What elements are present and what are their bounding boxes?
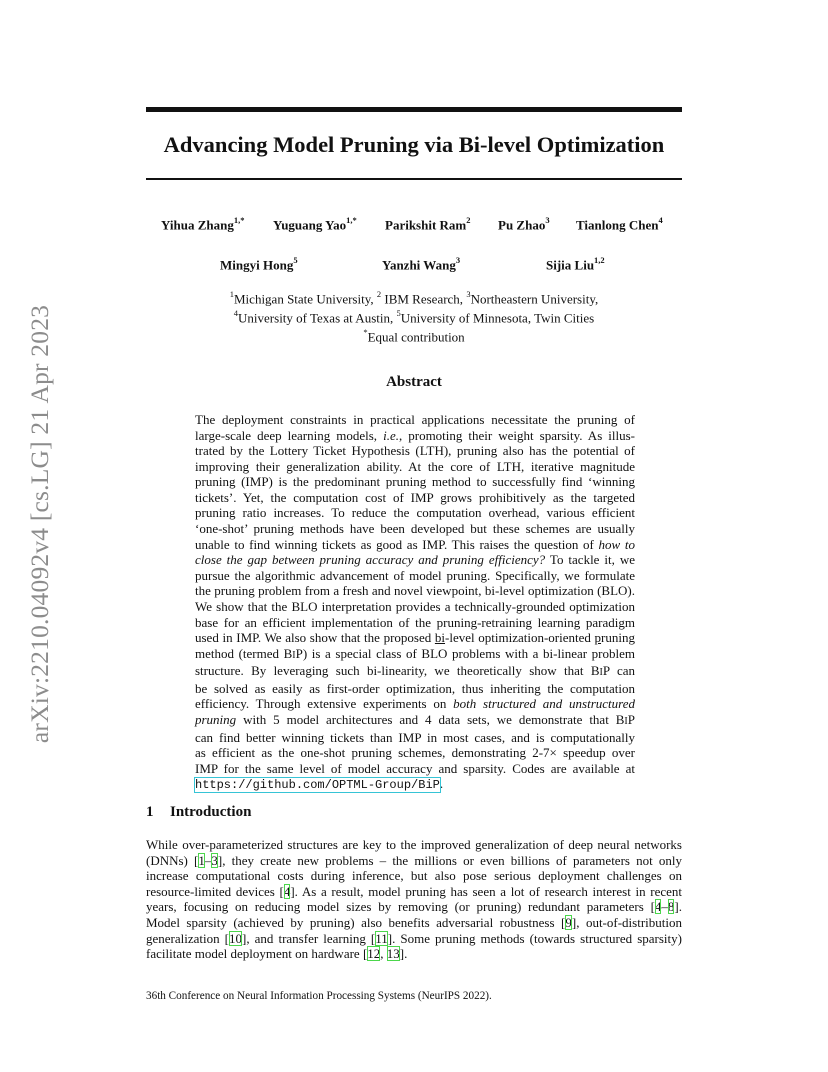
abstract-smallcaps: I xyxy=(599,667,603,679)
abstract-emphasis: i.e. xyxy=(383,427,399,443)
intro-text: generalization [ xyxy=(146,930,230,946)
intro-line: increase computational costs during inference, but also pose serious deployment challenges on xyxy=(146,868,682,884)
section-heading-introduction xyxy=(146,804,251,821)
intro-text: Model sparsity (achieved by pruning) also benefits adversarial robustness [ xyxy=(146,914,566,930)
affiliation-line xyxy=(146,288,682,307)
affiliation-line xyxy=(146,307,682,326)
abstract-line: be solved as easily as first-order optimization, thus inheriting the computation xyxy=(195,680,635,696)
abstract-line xyxy=(195,630,635,646)
abstract-line xyxy=(195,646,635,664)
affiliation-name: Northeastern University, xyxy=(470,291,599,307)
abstract-line: can find better winning tickets than IMP in most cases, and is computationally xyxy=(195,729,635,745)
abstract-text: -level optimization-oriented xyxy=(445,630,595,646)
abstract-line: ‘one-shot’ pruning methods have been developed but these schemes are usually xyxy=(195,521,635,537)
abstract-line xyxy=(195,696,635,712)
abstract-body xyxy=(195,412,635,794)
author-name: Yanzhi Wang xyxy=(382,257,456,273)
abstract-line: IMP for the same level of model accuracy and sparsity. Codes are available at xyxy=(195,760,635,776)
abstract-line: pruning ratio increases. To reduce the computation overhead, various efficient xyxy=(195,505,635,521)
affiliation-mark: 2 xyxy=(376,289,382,299)
abstract-underline: p xyxy=(594,630,602,646)
author-parikshit-ram xyxy=(385,216,471,233)
abstract-text: P xyxy=(627,711,635,727)
intro-text: ]. xyxy=(674,899,682,915)
author-affiliation-mark: 2 xyxy=(466,215,471,225)
abstract-line xyxy=(195,776,635,794)
intro-text: ]. As a result, model pruning has seen a lot of research interest in recent xyxy=(290,883,683,899)
abstract-text: method (termed B xyxy=(195,645,293,661)
author-name: Yuguang Yao xyxy=(273,217,347,233)
affiliation-mark: 1 xyxy=(229,289,234,299)
abstract-text: P can xyxy=(602,663,635,679)
author-tianlong-chen xyxy=(576,216,663,233)
abstract-line: The deployment constraints in practical applications necessitate the pruning of xyxy=(195,412,635,427)
intro-line xyxy=(146,931,682,947)
author-mingyi-hong xyxy=(220,256,298,273)
abstract-emphasis: how to xyxy=(598,536,635,552)
author-name: Pu Zhao xyxy=(498,217,546,233)
equal-contribution-note: Equal contribution xyxy=(367,329,465,345)
intro-line xyxy=(146,915,682,931)
abstract-heading: Abstract xyxy=(386,374,442,390)
author-name: Yihua Zhang xyxy=(161,217,234,233)
affiliation-mark: 4 xyxy=(233,307,239,318)
intro-text: – xyxy=(204,852,212,868)
intro-text: ], and transfer learning [ xyxy=(242,930,376,946)
intro-text: ]. xyxy=(399,946,408,962)
code-repository-link[interactable]: https://github.com/OPTML-Group/BiP xyxy=(195,778,440,793)
abstract-text: , promoting their weight sparsity. As illus- xyxy=(398,427,636,443)
citation-link[interactable]: 3 xyxy=(211,852,218,868)
abstract-line xyxy=(195,712,635,730)
citation-link[interactable]: 12 xyxy=(367,946,381,962)
author-name: Sijia Liu xyxy=(546,257,595,273)
abstract-text: P) is a special class of BLO problems with a bi-linear problem xyxy=(295,645,635,661)
section-number: 1 xyxy=(146,804,154,820)
author-pu-zhao xyxy=(498,216,550,233)
abstract-line: base for an efficient implementation of the pruning-retraining learning paradigm xyxy=(195,614,635,630)
citation-link[interactable]: 10 xyxy=(229,930,243,946)
intro-text: (DNNs) [ xyxy=(146,852,199,868)
conference-footnote: 36th Conference on Neural Information Processing Systems (NeurIPS 2022). xyxy=(146,990,492,1002)
author-affiliation-mark: 1,* xyxy=(233,215,245,225)
abstract-line xyxy=(195,537,635,553)
citation-link[interactable]: 4 xyxy=(654,899,662,915)
intro-text: ], out-of-distribution xyxy=(571,914,682,930)
citation-link[interactable]: 4 xyxy=(283,883,291,899)
intro-line xyxy=(146,853,682,869)
abstract-line xyxy=(195,428,635,444)
citation-link[interactable]: 13 xyxy=(386,946,400,962)
affiliation-mark: 3 xyxy=(466,289,471,299)
abstract-text: . xyxy=(439,776,444,792)
author-affiliation-mark: 3 xyxy=(455,255,461,265)
affiliation-name: University of Minnesota, Twin Cities xyxy=(400,310,595,326)
intro-text: years, focusing on reducing model sizes by removing (or pruning) redundant parameters [ xyxy=(146,899,655,915)
abstract-text: To tackle it, we xyxy=(545,552,636,568)
intro-line xyxy=(146,899,682,915)
abstract-line: improving their generalization ability. At the core of LTH, iterative magnitude xyxy=(195,458,635,474)
author-affiliation-mark: 3 xyxy=(545,215,550,225)
abstract-text: used in IMP. We also show that the proposed xyxy=(195,630,435,646)
intro-text: ]. Some pruning methods (towards structured sparsity) xyxy=(387,930,682,946)
citation-link[interactable]: 11 xyxy=(375,930,388,946)
section-title: Introduction xyxy=(170,804,252,820)
author-name: Parikshit Ram xyxy=(385,217,467,233)
author-affiliation-mark: 4 xyxy=(658,215,663,225)
intro-line xyxy=(146,946,682,962)
abstract-text: unable to find winning tickets as good as IMP. This raises the question of xyxy=(195,536,599,552)
abstract-line: pruning (IMP) is the predominant pruning method to successfully find ‘winning xyxy=(195,474,635,490)
intro-line xyxy=(146,884,682,900)
title-bottom-rule xyxy=(146,178,682,180)
abstract-text: large-scale deep learning models, xyxy=(195,427,384,443)
citation-link[interactable]: 9 xyxy=(565,914,572,930)
author-yihua-zhang xyxy=(161,216,244,233)
introduction-body xyxy=(146,837,682,962)
author-yanzhi-wang xyxy=(382,256,460,273)
affiliation-line xyxy=(146,326,682,345)
abstract-text: with 5 model architectures and 4 data sets, we demonstrate that B xyxy=(236,711,625,727)
abstract-text: structure. By leveraging such bi-linearity, we theoretically show that B xyxy=(195,663,600,679)
equal-contribution-mark: * xyxy=(363,326,368,337)
author-affiliation-mark: 1,2 xyxy=(594,255,605,265)
author-affiliation-mark: 1,* xyxy=(346,215,357,225)
abstract-line: pursue the algorithmic advancement of model pruning. Specifically, we formulate xyxy=(195,567,635,583)
intro-line: While over-parameterized structures are key to the improved generalization of deep neural networks xyxy=(146,837,682,852)
abstract-line: trated by the Lottery Ticket Hypothesis (LTH), pruning also has the potential of xyxy=(195,443,635,459)
affiliations xyxy=(146,288,682,345)
abstract-emphasis: pruning xyxy=(195,711,237,727)
intro-text: , xyxy=(380,946,387,962)
abstract-text: efficiency. Through extensive experiments on xyxy=(195,696,454,712)
intro-text: – xyxy=(661,899,668,915)
abstract-line: the pruning problem from a fresh and novel viewpoint, bi-level optimization (BLO). xyxy=(195,583,635,599)
abstract-smallcaps: I xyxy=(292,649,296,661)
affiliation-name: IBM Research, xyxy=(381,291,467,307)
abstract-text: runing xyxy=(601,630,635,646)
intro-text: resource-limited devices [ xyxy=(146,883,284,899)
abstract-smallcaps: I xyxy=(624,715,628,727)
arxiv-identifier-stamp xyxy=(16,288,64,760)
abstract-line: We show that the BLO interpretation provides a technically-grounded optimization xyxy=(195,598,635,614)
author-name: Tianlong Chen xyxy=(576,217,659,233)
affiliation-name: University of Texas at Austin, xyxy=(238,310,397,326)
affiliation-mark: 5 xyxy=(396,307,401,318)
paper-title: Advancing Model Pruning via Bi-level Optimization xyxy=(163,132,665,157)
arxiv-identifier-text: arXiv:2210.04092v4 [cs.LG] 21 Apr 2023 xyxy=(25,304,54,744)
title-top-rule xyxy=(146,107,682,112)
author-yuguang-yao xyxy=(273,216,357,233)
citation-link[interactable]: 8 xyxy=(667,899,675,915)
abstract-line xyxy=(195,663,635,681)
citation-link[interactable]: 1 xyxy=(198,852,205,868)
abstract-underline: bi xyxy=(434,630,446,646)
intro-text: facilitate model deployment on hardware [ xyxy=(146,946,368,962)
abstract-line: as efficient as the one-shot pruning schemes, demonstrating 2-7× speedup over xyxy=(195,745,635,761)
affiliation-name: Michigan State University, xyxy=(234,291,377,307)
abstract-emphasis: close the gap between pruning accuracy and pruning efficiency? xyxy=(195,552,546,568)
abstract-line: tickets’. Yet, the computation cost of IMP grows prohibitively as the targeted xyxy=(195,489,635,505)
author-affiliation-mark: 5 xyxy=(293,255,298,265)
intro-text: ], they create new problems – the millions or even billions of parameters not only xyxy=(217,852,682,868)
author-sijia-liu xyxy=(546,256,605,273)
abstract-emphasis: both structured and unstructured xyxy=(453,696,635,712)
author-name: Mingyi Hong xyxy=(220,257,294,273)
abstract-line xyxy=(195,552,635,568)
